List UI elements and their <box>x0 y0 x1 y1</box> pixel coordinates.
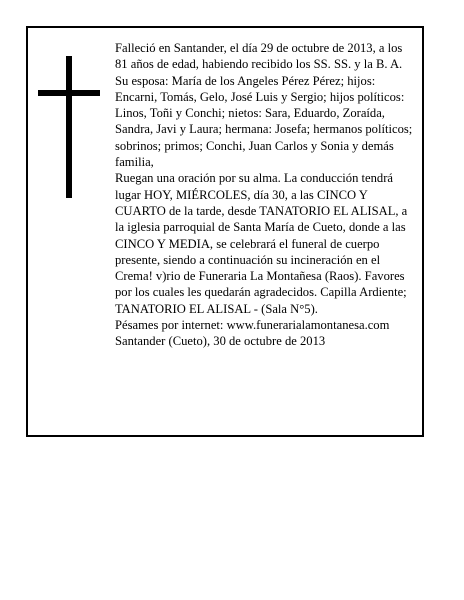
funeral-details: Ruegan una oración por su alma. La conducción tendrá lugar HOY, MIÉRCOLES, día 30, a las CINCO Y CUARTO de la tarde, desde TANATORIO EL ALISAL, a la iglesia parroquial de Santa María de Cueto, donde a las CINCO Y MEDIA, se celebrará el funeral de cuerpo presente, siendo a continuación su incineración en el Crema! v)rio de Funeraria La Montañesa (Raos). Favores por los cuales les quedarán agradecidos. Capilla Ardiente; TANATORIO EL ALISAL - (Sala N°5). <box>115 171 408 316</box>
condolences-website: Pésames por internet: www.funerarialamontanesa.com <box>115 318 390 333</box>
obituary-notice <box>26 26 424 437</box>
family-list: Su esposa: María de los Angeles Pérez Pérez; hijos: Encarni, Tomás, Gelo, José Luis y Sergio; hijos políticos: Linos, Toñi y Conchi; nietos: Sara, Eduardo, Zoraída, Sandra, Javi y Laura; hermana: Josefa; hermanos políticos; sobrinos; primos; Conchi, Juan Carlos y Sonia y demás familia, <box>115 73 413 170</box>
latin-cross-icon <box>38 56 100 198</box>
cross-vertical-bar <box>66 56 72 198</box>
place-and-date: Santander (Cueto), 30 de octubre de 2013 <box>115 334 326 349</box>
cross-horizontal-bar <box>38 90 100 96</box>
death-announcement: Falleció en Santander, el día 29 de octubre de 2013, a los 81 años de edad, habiendo recibido los SS. SS. y la B. A. <box>115 41 403 72</box>
obituary-text <box>115 40 418 350</box>
